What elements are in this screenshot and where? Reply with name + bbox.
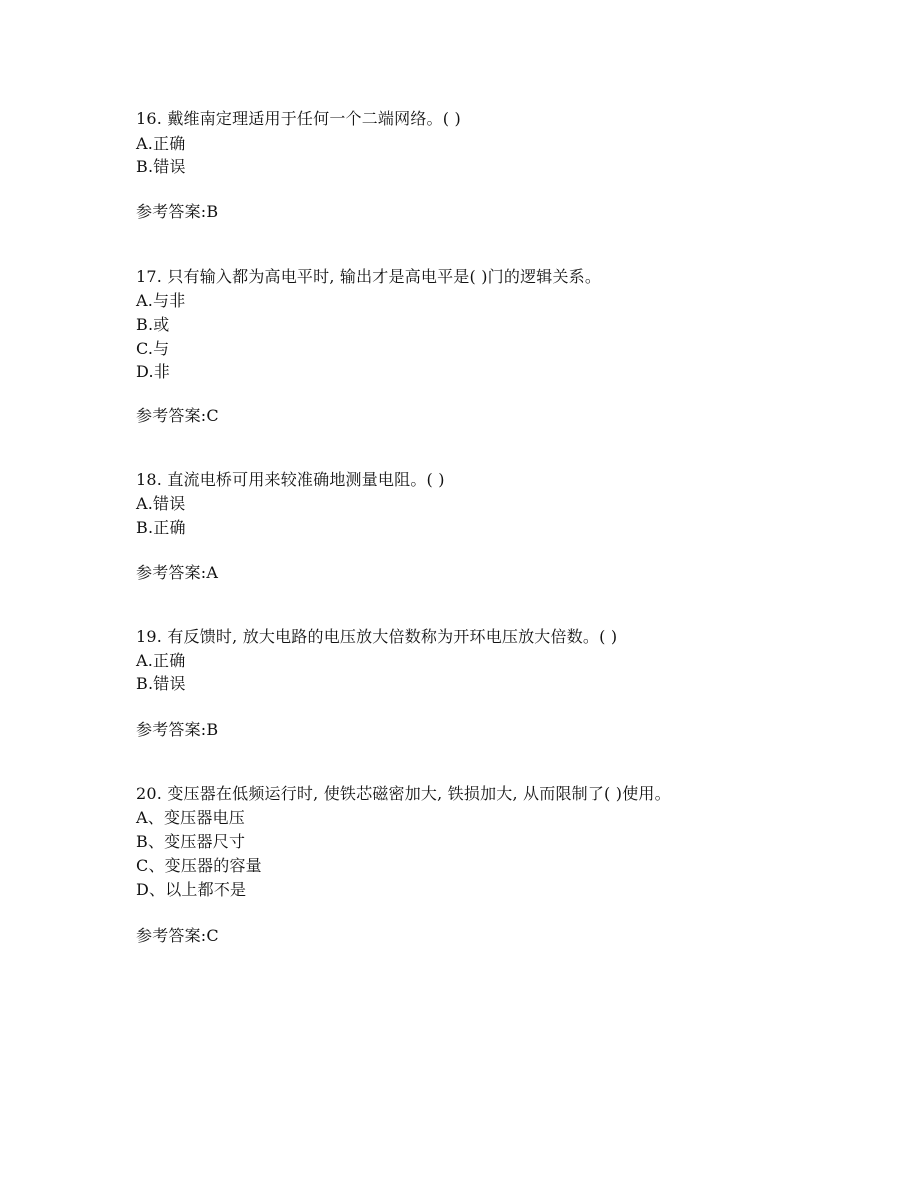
question-16-text: 16. 戴维南定理适用于任何一个二端网络。( ) [136, 109, 461, 128]
question-17-option-b: B.或 [136, 315, 170, 334]
question-18-option-b: B.正确 [136, 518, 186, 537]
question-20-option-b: B、变压器尺寸 [136, 832, 246, 851]
question-17-option-a: A.与非 [136, 291, 186, 310]
question-20-option-a: A、变压器电压 [136, 808, 245, 827]
question-16-option-a: A.正确 [136, 134, 186, 153]
question-18-answer: 参考答案:A [136, 563, 219, 582]
question-19-option-a: A.正确 [136, 651, 186, 670]
question-19-option-b: B.错误 [136, 674, 186, 693]
question-20-answer: 参考答案:C [136, 926, 219, 945]
question-17-answer: 参考答案:C [136, 406, 219, 425]
question-16-option-b: B.错误 [136, 157, 186, 176]
question-17-text: 17. 只有输入都为高电平时, 输出才是高电平是( )门的逻辑关系。 [136, 267, 602, 286]
question-19-text: 19. 有反馈时, 放大电路的电压放大倍数称为开环电压放大倍数。( ) [136, 627, 618, 646]
question-20-text: 20. 变压器在低频运行时, 使铁芯磁密加大, 铁损加大, 从而限制了( )使用。 [136, 784, 671, 803]
question-17-option-c: C.与 [136, 339, 170, 358]
question-18-text: 18. 直流电桥可用来较准确地测量电阻。( ) [136, 470, 445, 489]
question-20-option-d: D、以上都不是 [136, 880, 247, 899]
question-19-answer: 参考答案:B [136, 720, 219, 739]
question-17-option-d: D.非 [136, 362, 170, 381]
question-18-option-a: A.错误 [136, 494, 186, 513]
question-20-option-c: C、变压器的容量 [136, 856, 262, 875]
question-16-answer: 参考答案:B [136, 202, 219, 221]
